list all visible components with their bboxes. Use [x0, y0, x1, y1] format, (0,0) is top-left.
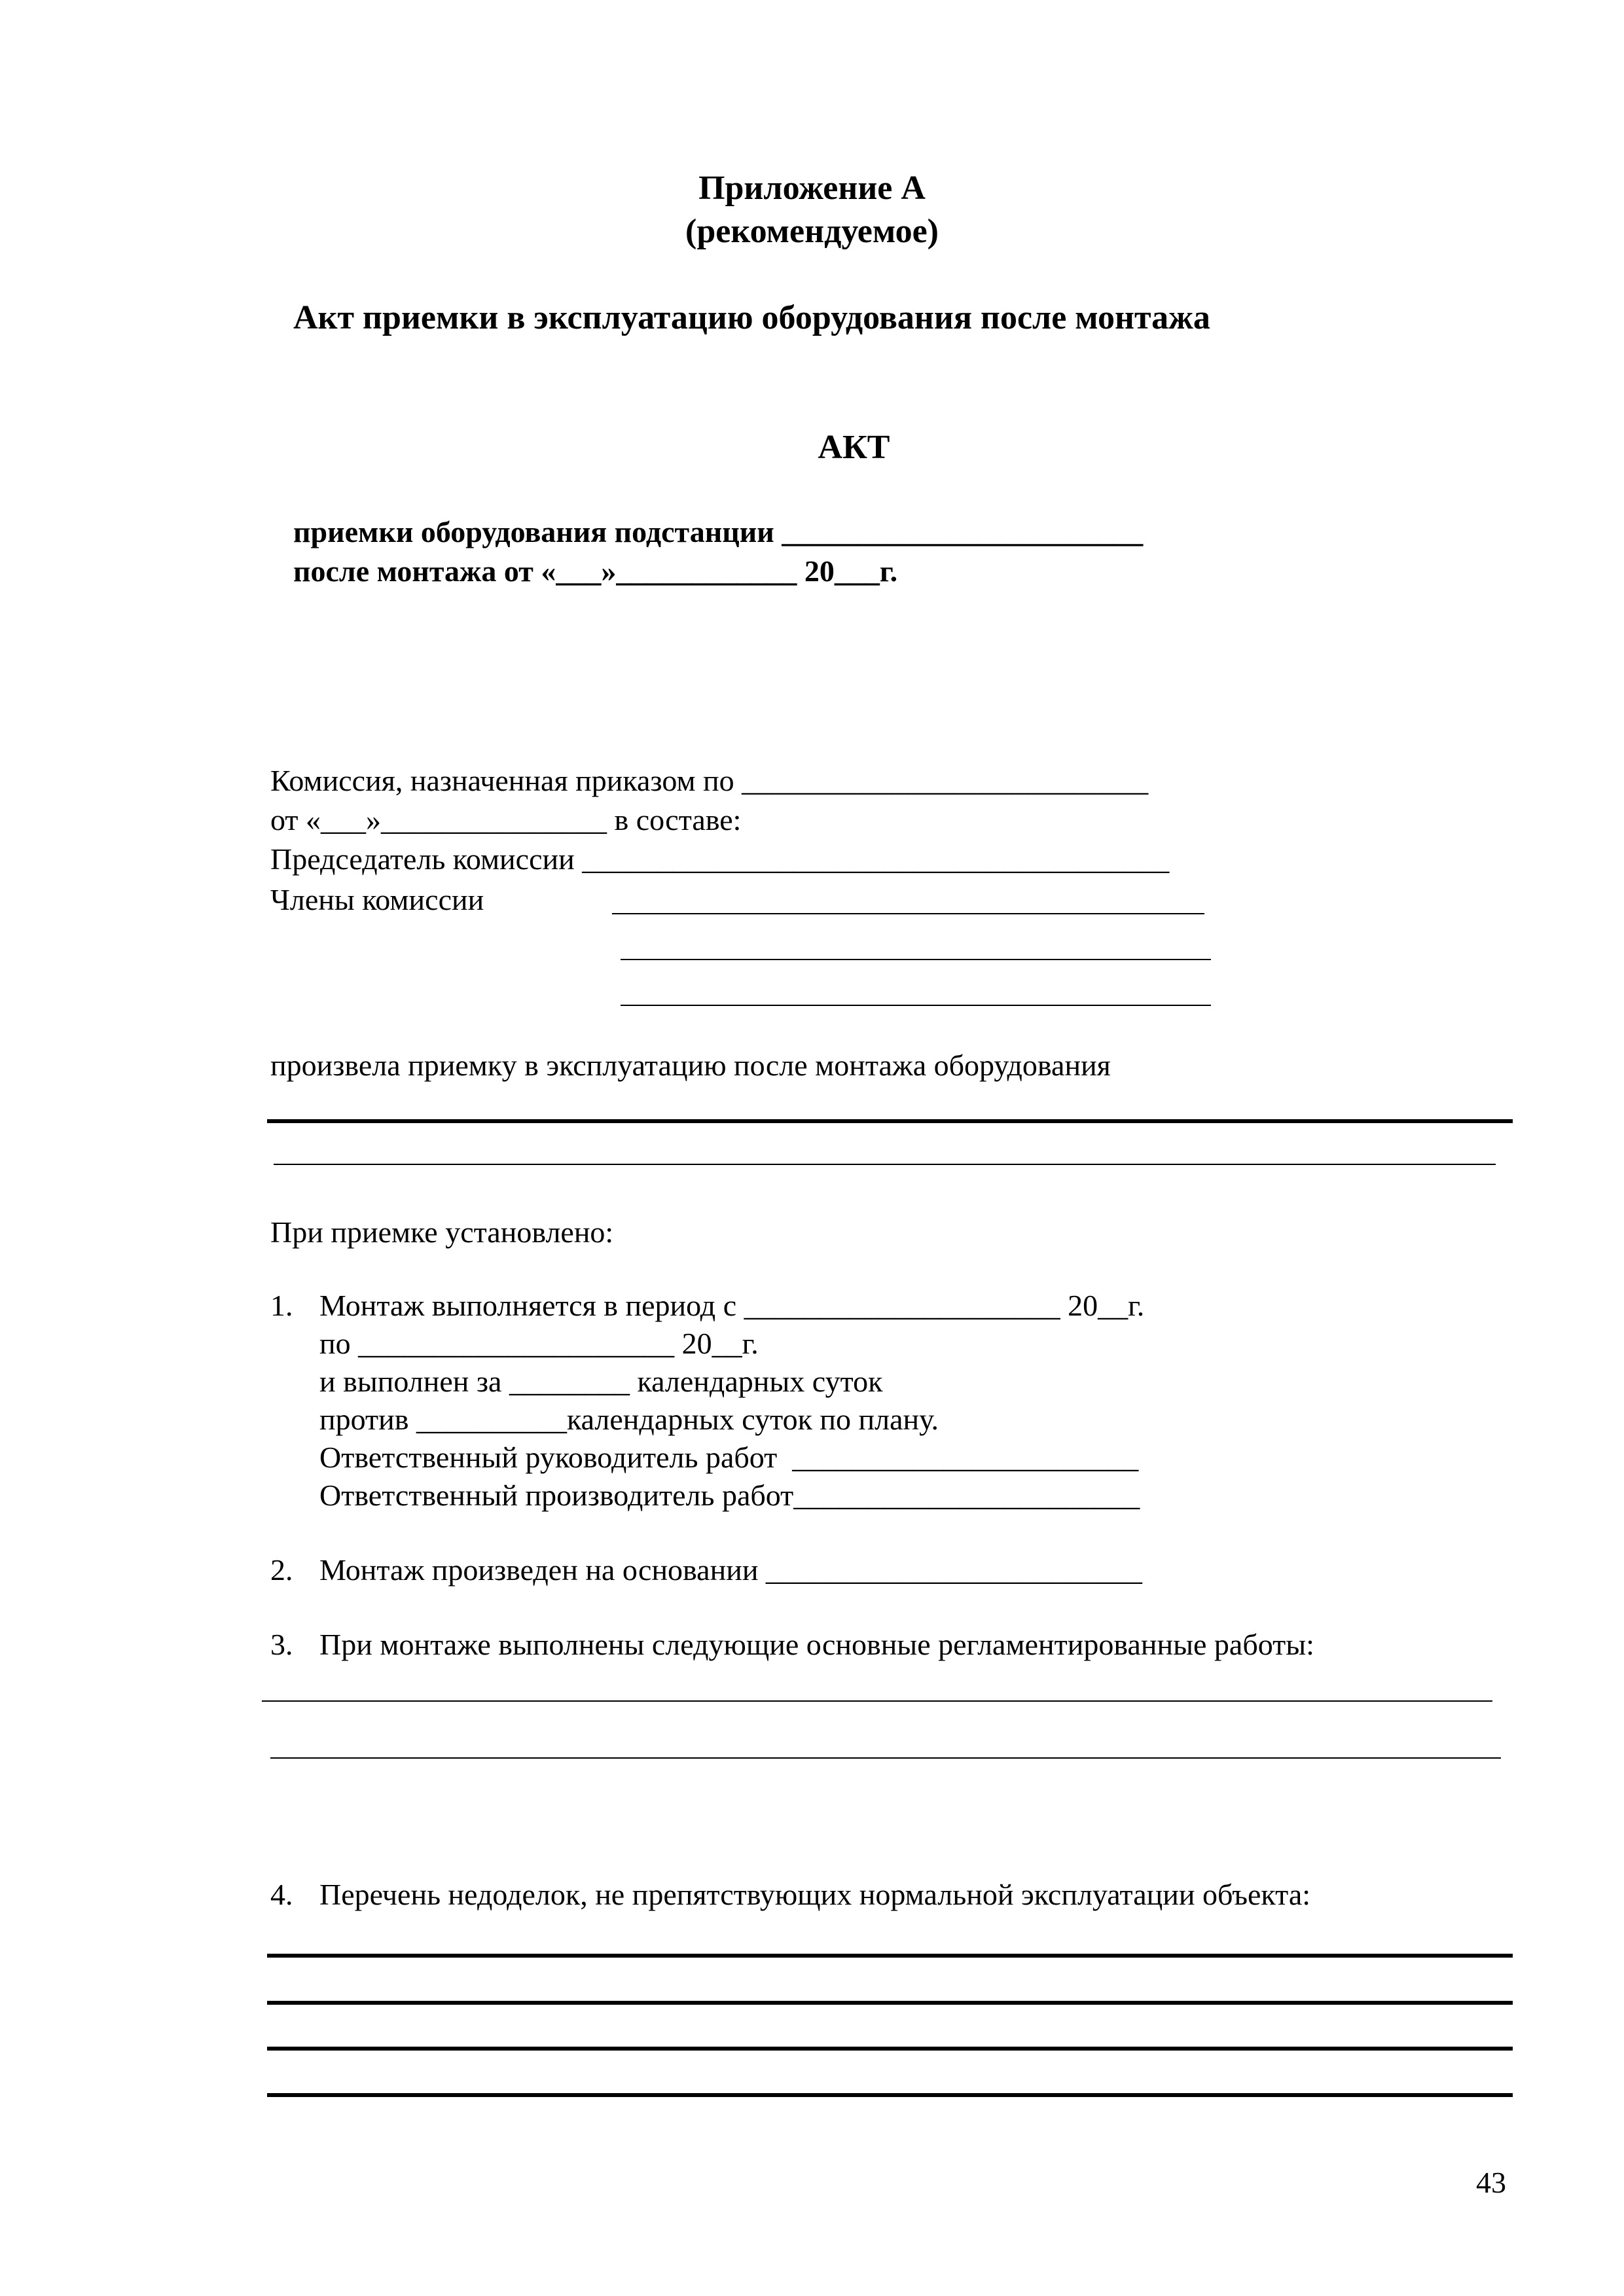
item-number: 1.: [270, 1289, 293, 1322]
item-number: 3.: [270, 1628, 293, 1661]
document-title: Акт приемки в эксплуатацию оборудования после монтажа: [293, 299, 1210, 336]
defects-fill-line: [267, 2093, 1513, 2097]
item4-defects: Перечень недоделок, не препятствующих нормальной эксплуатации объекта:: [319, 1878, 1311, 1911]
item1-period-start: Монтаж выполняется в период с _____________________ 20__г.: [319, 1289, 1145, 1322]
act-line-substation: приемки оборудования подстанции ________________________: [293, 515, 1144, 548]
item1-responsible-performer: Ответственный производитель работ_______________________: [319, 1479, 1140, 1512]
commission-performed-text: произвела приемку в эксплуатацию после монтажа оборудования: [270, 1049, 1111, 1082]
member-signature-line: [621, 959, 1211, 960]
item-number: 2.: [270, 1553, 293, 1587]
act-line-date: после монтажа от «___»____________ 20___г.: [293, 554, 898, 588]
works-fill-line: [270, 1757, 1501, 1759]
item2-basis: Монтаж произведен на основании _________________________: [319, 1553, 1142, 1587]
member-signature-line: [612, 913, 1204, 914]
defects-fill-line: [267, 2001, 1513, 2005]
item1-period-end: по _____________________ 20__г.: [319, 1327, 759, 1360]
commission-date-line: от «___»_______________ в составе:: [270, 803, 742, 836]
commission-chairman-line: Председатель комиссии _______________________________________: [270, 842, 1170, 876]
equipment-fill-line: [267, 1119, 1513, 1123]
appendix-title: Приложение А: [698, 170, 926, 207]
item1-days-plan: против __________календарных суток по плану.: [319, 1403, 939, 1436]
works-fill-line: [262, 1700, 1492, 1702]
act-label: АКТ: [818, 429, 890, 466]
item1-days-done: и выполнен за ________ календарных суток: [319, 1365, 883, 1398]
commission-members-label: Члены комиссии: [270, 883, 484, 916]
member-signature-line: [621, 1005, 1211, 1006]
appendix-subtitle: (рекомендуемое): [685, 213, 939, 250]
findings-intro: При приемке установлено:: [270, 1215, 614, 1249]
equipment-fill-line: [274, 1164, 1496, 1165]
page-number: 43: [1476, 2166, 1506, 2199]
defects-fill-line: [267, 2047, 1513, 2051]
defects-fill-line: [267, 1954, 1513, 1958]
item-number: 4.: [270, 1878, 293, 1911]
commission-order-line: Комиссия, назначенная приказом по ___________________________: [270, 764, 1149, 797]
item3-works: При монтаже выполнены следующие основные регламентированные работы:: [319, 1628, 1314, 1661]
item1-responsible-manager: Ответственный руководитель работ _______________________: [319, 1441, 1139, 1474]
